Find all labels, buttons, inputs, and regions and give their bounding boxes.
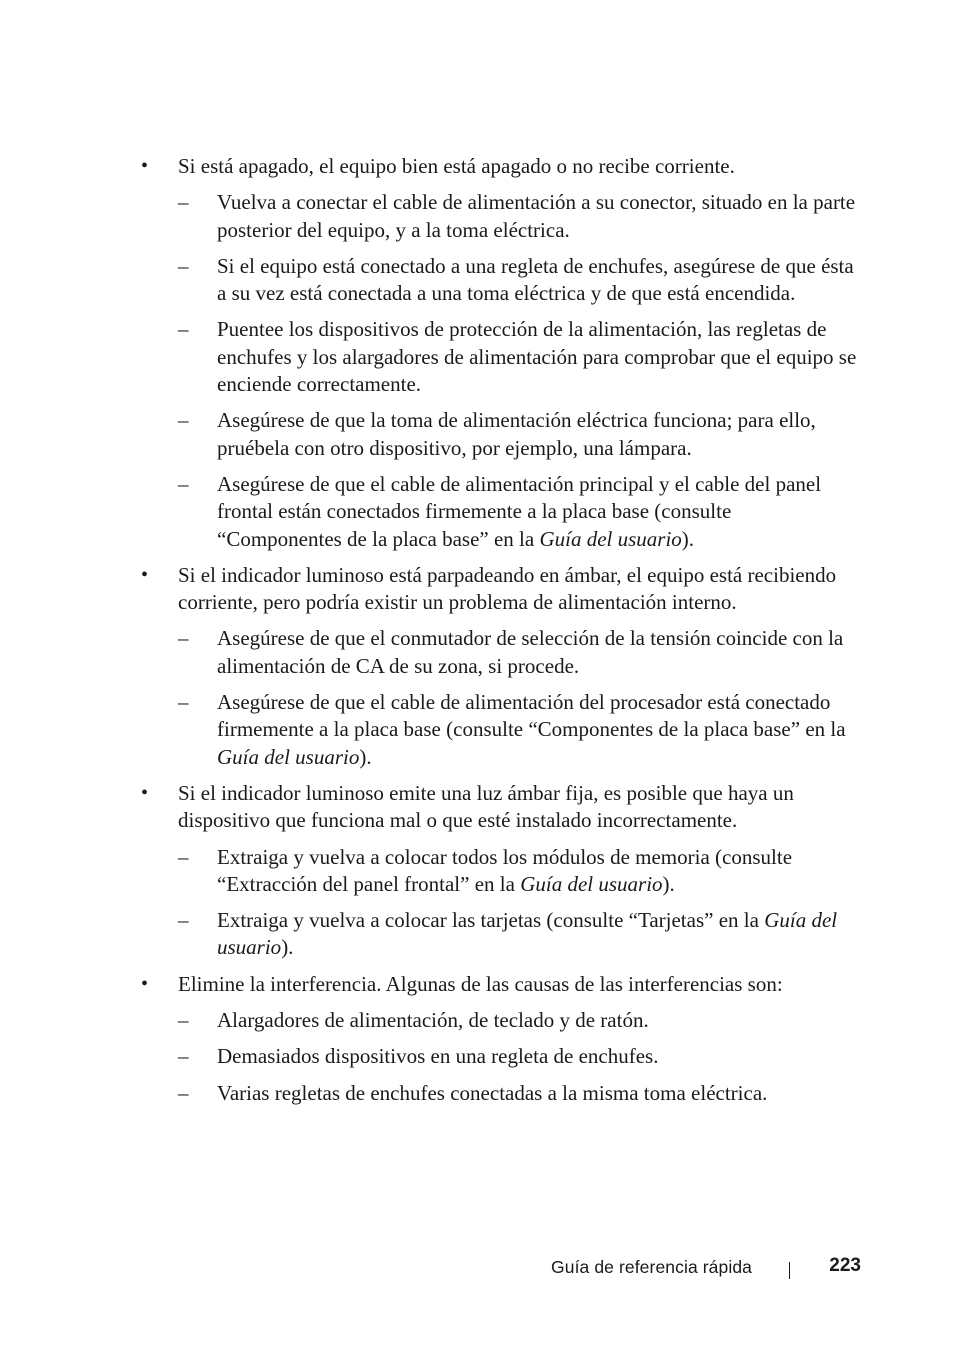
- bullet-marker: •: [141, 563, 149, 586]
- sub-text: Vuelva a conectar el cable de alimentación a su conector, situado en la parte posterior del equipo, y a la toma eléctrica.: [217, 190, 856, 242]
- sub-item: [0, 189, 859, 244]
- dash-marker: –: [178, 1008, 189, 1033]
- sub-item: [0, 1007, 859, 1034]
- sub-item: [0, 907, 859, 962]
- dash-marker: –: [178, 471, 189, 496]
- sub-text: Asegúrese de que el cable de alimentación principal y el cable del panel frontal están conectados firmemente a la placa base (consulte “Componentes de la placa base” en la: [217, 471, 822, 551]
- italic-reference: Guía del usuario: [520, 871, 663, 896]
- dash-marker: –: [178, 408, 189, 433]
- dash-marker: –: [178, 908, 189, 933]
- sub-item: [0, 471, 859, 553]
- bullet-text: Si el indicador luminoso está parpadeando en ámbar, el equipo está recibiendo corriente, pero podría existir un problema de alimentación interno.: [178, 562, 837, 615]
- bullet-item: [0, 153, 858, 180]
- sub-item: [0, 316, 859, 398]
- bullet-text: Si el indicador luminoso emite una luz ámbar fija, es posible que haya un dispositivo que funciona mal o que esté instalado incorrectamente.: [178, 780, 794, 833]
- bullet-text: Elimine la interferencia. Algunas de las causas de las interferencias son:: [178, 971, 783, 996]
- bullet-item: [0, 562, 858, 617]
- italic-reference: Guía del usuario: [217, 744, 360, 769]
- sub-text: Demasiados dispositivos en una regleta de enchufes.: [217, 1044, 659, 1069]
- bullet-text: Si está apagado, el equipo bien está apagado o no recibe corriente.: [178, 154, 735, 178]
- bullet-marker: •: [141, 972, 149, 995]
- sub-text: Varias regletas de enchufes conectadas a la misma toma eléctrica.: [217, 1080, 768, 1105]
- page-number: 223: [829, 1255, 861, 1276]
- sub-item: [0, 1080, 859, 1107]
- footer-separator: [789, 1262, 790, 1279]
- sub-item: [0, 1043, 859, 1070]
- italic-reference: Guía del usuario: [217, 908, 838, 960]
- sub-text: Extraiga y vuelva a colocar las tarjetas (consulte “Tarjetas” en la: [217, 908, 765, 933]
- sub-text: Alargadores de alimentación, de teclado y de ratón.: [217, 1008, 649, 1033]
- page-footer: [0, 1254, 954, 1284]
- sub-text: Asegúrese de que el conmutador de selección de la tensión coincide con la alimentación de CA de su zona, si procede.: [217, 626, 844, 678]
- italic-reference: Guía del usuario: [539, 526, 682, 551]
- footer-title: Guía de referencia rápida: [551, 1257, 752, 1277]
- dash-marker: –: [178, 690, 189, 715]
- dash-marker: –: [178, 626, 189, 651]
- sub-text: Extraiga y vuelva a colocar todos los módulos de memoria (consulte “Extracción del panel frontal” en la: [217, 844, 793, 896]
- sub-text: Si el equipo está conectado a una regleta de enchufes, asegúrese de que ésta a su vez está conectada a una toma eléctrica y de que está encendida.: [217, 253, 854, 306]
- dash-marker: –: [178, 844, 189, 869]
- sub-text: Puentee los dispositivos de protección de la alimentación, las regletas de enchufes y los alargadores de alimentación para comprobar que el equipo se enciende correctamente.: [217, 317, 857, 397]
- bullet-marker: •: [141, 155, 149, 177]
- sub-text: Asegúrese de que el cable de alimentación del procesador está conectado firmemente a la placa base (consulte “Componentes de la placa base” en la: [217, 690, 846, 742]
- bullet-item: [0, 780, 858, 835]
- sub-item: [0, 407, 859, 462]
- sub-item: [0, 625, 859, 680]
- sub-item: [0, 844, 859, 899]
- dash-marker: –: [178, 190, 189, 215]
- sub-text: ).: [281, 935, 294, 960]
- sub-text: ).: [662, 871, 675, 896]
- document-body: [0, 153, 954, 1116]
- bullet-marker: •: [141, 781, 149, 804]
- dash-marker: –: [178, 317, 189, 342]
- sub-item: [0, 689, 859, 771]
- dash-marker: –: [178, 1044, 189, 1069]
- bullet-item: [0, 971, 858, 998]
- sub-text: ).: [681, 526, 695, 551]
- dash-marker: –: [178, 1080, 189, 1105]
- sub-item: [0, 253, 859, 308]
- sub-text: Asegúrese de que la toma de alimentación eléctrica funciona; para ello, pruébela con otro dispositivo, por ejemplo, una lámpara.: [217, 408, 816, 460]
- sub-text: ).: [359, 744, 372, 769]
- dash-marker: –: [178, 253, 189, 278]
